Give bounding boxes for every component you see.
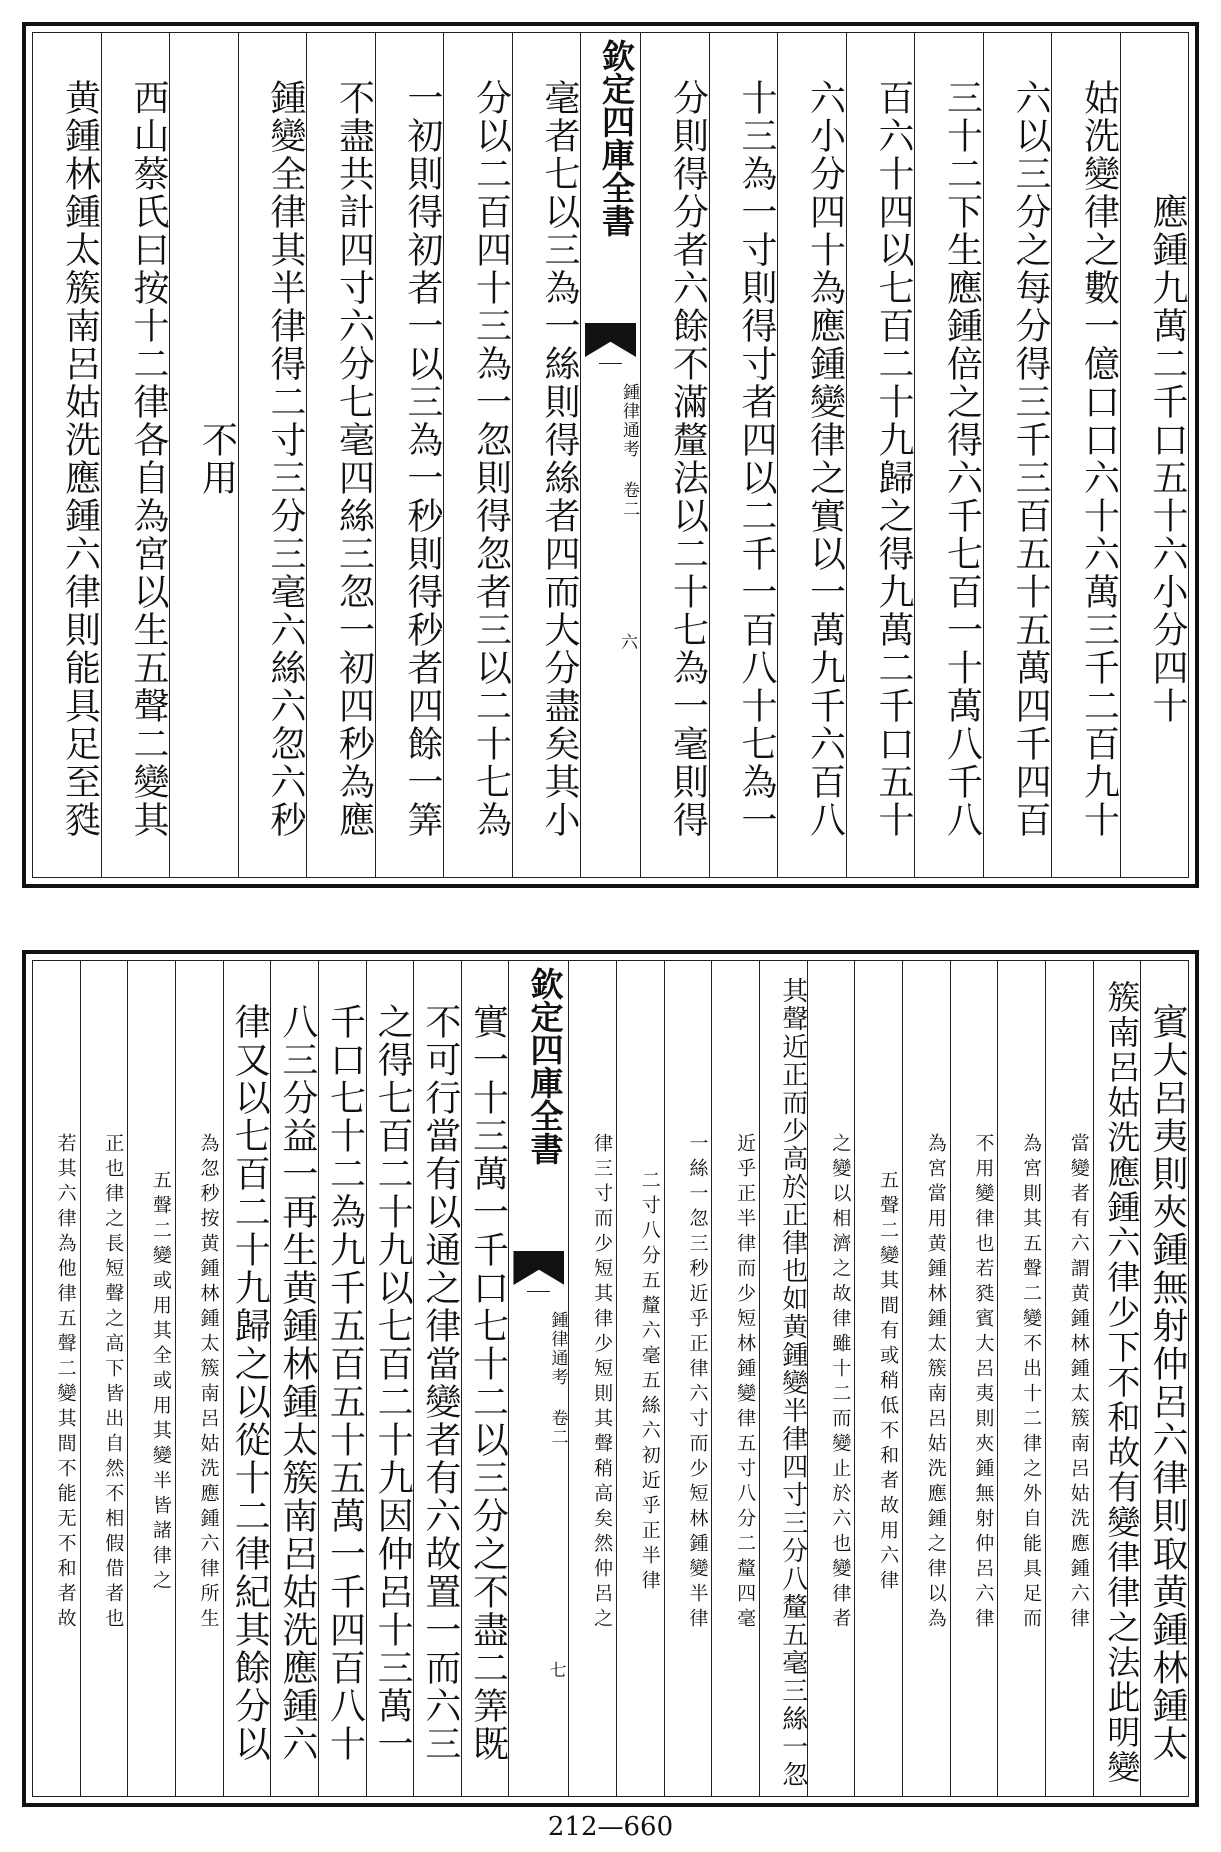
page-top-columns	[33, 33, 1188, 877]
column-text: 不可行當有以通之律當變者有六故置一而六三	[419, 1002, 461, 1763]
note-column	[33, 961, 80, 1796]
text-column	[101, 33, 170, 877]
note-column	[664, 961, 712, 1796]
note-text: 律三寸而少短其律少短則其聲稍高矣然仲呂之	[591, 1132, 614, 1633]
text-column	[366, 961, 414, 1796]
note-column	[568, 961, 616, 1796]
column-text: 其聲近正而少高於正律也如黄鍾變半律四寸三分八釐五毫三絲一忽	[777, 976, 808, 1789]
book-title: 欽定四庫全書	[525, 967, 565, 1165]
column-text: 黄鍾林鍾太簇南呂姑洗應鍾六律則能具足至甤	[59, 79, 101, 839]
text-column	[375, 33, 444, 877]
column-text: 西山蔡氏曰按十二律各自為宮以生五聲二變其	[128, 79, 169, 839]
column-text: 之得七百二十九以七百二十九因仲呂十三萬一	[372, 1002, 414, 1763]
note-column	[711, 961, 759, 1796]
fish-tail-ornament	[513, 1251, 564, 1285]
column-text: 六以三分之每分得三千三百五十五萬四千四百	[1010, 79, 1051, 839]
note-text: 二寸八分五釐六毫五絲六初近乎正半律	[638, 1170, 661, 1595]
text-column	[461, 961, 509, 1796]
note-column	[175, 961, 223, 1796]
text-column	[1120, 33, 1189, 877]
note-text: 不用變律也若甤賓大呂夷則夾鍾無射仲呂六律	[972, 1132, 995, 1633]
note-text: 若其六律為他律五聲二變其間不能无不和者故	[54, 1132, 77, 1633]
text-column	[709, 33, 778, 877]
text-column	[846, 33, 915, 877]
text-column	[1051, 33, 1120, 877]
page-bottom-columns	[33, 961, 1188, 1796]
note-column	[902, 961, 950, 1796]
note-column	[1045, 961, 1093, 1796]
note-column	[127, 961, 175, 1796]
note-text: 一絲一忽三秒近乎正律六寸而少短林鍾變半律	[686, 1132, 709, 1633]
text-column	[223, 961, 271, 1796]
note-text: 正也律之長短聲之高下皆出自然不相假借者也	[102, 1132, 125, 1633]
page-bottom-frame	[32, 960, 1189, 1797]
column-text: 律又以七百二十九歸之以從十二律紀其餘分以	[229, 1002, 271, 1763]
column-text: 千口七十二為九千五百五十五萬一千四百八十	[324, 1002, 366, 1763]
text-column	[33, 33, 101, 877]
column-text: 不用	[196, 421, 238, 497]
column-text: 一初則得初者一以三為一秒則得秒者四餘一筭	[402, 79, 443, 839]
chapter-label: 鍾律通考 卷二	[547, 1311, 568, 1447]
center-spine	[580, 33, 640, 877]
center-spine	[508, 961, 568, 1796]
note-column	[807, 961, 855, 1796]
page-bottom	[22, 950, 1199, 1807]
column-text: 鍾變全律其半律得二寸三分三毫六絲六忽六秒	[265, 79, 306, 839]
spine-rule	[599, 363, 622, 364]
text-column	[1093, 961, 1141, 1796]
text-column	[759, 961, 807, 1796]
column-text: 姑洗變律之數一億口口六十六萬三千二百九十	[1078, 79, 1120, 839]
column-text: 分以二百四十三為一忽則得忽者三以二十七為	[470, 79, 512, 839]
note-column	[854, 961, 902, 1796]
note-column	[80, 961, 128, 1796]
note-column	[950, 961, 998, 1796]
column-text: 賓大呂夷則夾鍾無射仲呂六律則取黄鍾林鍾太	[1147, 1002, 1188, 1763]
column-text: 毫者七以三為一絲則得絲者四而大分盡矣其小	[539, 79, 580, 839]
note-text: 為宮則其五聲二變不出十二律之外自能具足而	[1020, 1132, 1043, 1633]
column-text: 不盡共計四寸六分七毫四絲三忽一初四秒為應	[333, 79, 375, 839]
column-text: 八三分益一再生黄鍾林鍾太簇南呂姑洗應鍾六	[276, 1002, 318, 1763]
column-text: 簇南呂姑洗應鍾六律少下不和故有變律律之法此明變	[1102, 980, 1142, 1785]
page-top	[22, 22, 1199, 888]
note-text: 當變者有六謂黄鍾林鍾太簇南呂姑洗應鍾六律	[1067, 1132, 1090, 1633]
spine-rule	[527, 1291, 550, 1292]
column-text: 三十二下生應鍾倍之得六千七百一十萬八千八	[941, 79, 983, 839]
column-text: 百六十四以七百二十九歸之得九萬二千口五十	[873, 79, 914, 839]
text-column	[777, 33, 846, 877]
note-text: 為宮當用黄鍾林鍾太簇南呂姑洗應鍾之律以為	[924, 1132, 947, 1633]
text-column	[443, 33, 512, 877]
text-column	[413, 961, 461, 1796]
text-column	[238, 33, 307, 877]
text-column	[306, 33, 375, 877]
leaf-number: 六	[617, 633, 637, 650]
text-column	[914, 33, 983, 877]
column-text: 分則得分者六餘不滿釐法以二十七為一毫則得	[667, 79, 709, 839]
note-text: 之變以相濟之故律雖十二而變止於六也變律者	[829, 1132, 852, 1633]
text-column	[270, 961, 318, 1796]
column-text: 十三為一寸則得寸者四以二千一百八十七為一	[736, 79, 777, 839]
page-top-frame	[32, 32, 1189, 878]
note-text: 為忽秒按黄鍾林鍾太簇南呂姑洗應鍾六律所生	[197, 1132, 220, 1633]
text-column	[983, 33, 1052, 877]
note-text: 近乎正半律而少短林鍾變律五寸八分二釐四毫	[734, 1132, 757, 1633]
chapter-label: 鍾律通考 卷二	[619, 383, 639, 519]
note-text: 五聲二變或用其全或用其變半皆諸律之	[149, 1170, 172, 1595]
note-text: 五聲二變其間有或稍低不和者故用六律	[877, 1170, 900, 1595]
text-column	[1140, 961, 1188, 1796]
column-text: 實一十三萬一千口七十二以三分之不盡二筭既	[467, 1002, 509, 1763]
fish-tail-ornament	[585, 323, 636, 357]
leaf-number: 七	[545, 1661, 566, 1678]
page-number: 212—660	[547, 1812, 674, 1842]
column-text: 應鍾九萬二千口五十六小分四十	[1147, 193, 1188, 725]
column-text: 六小分四十為應鍾變律之實以一萬九千六百八	[804, 79, 846, 839]
text-column	[640, 33, 709, 877]
text-column	[169, 33, 238, 877]
note-column	[997, 961, 1045, 1796]
text-column	[512, 33, 581, 877]
note-column	[616, 961, 664, 1796]
text-column	[318, 961, 366, 1796]
book-title: 欽定四庫全書	[597, 39, 636, 237]
